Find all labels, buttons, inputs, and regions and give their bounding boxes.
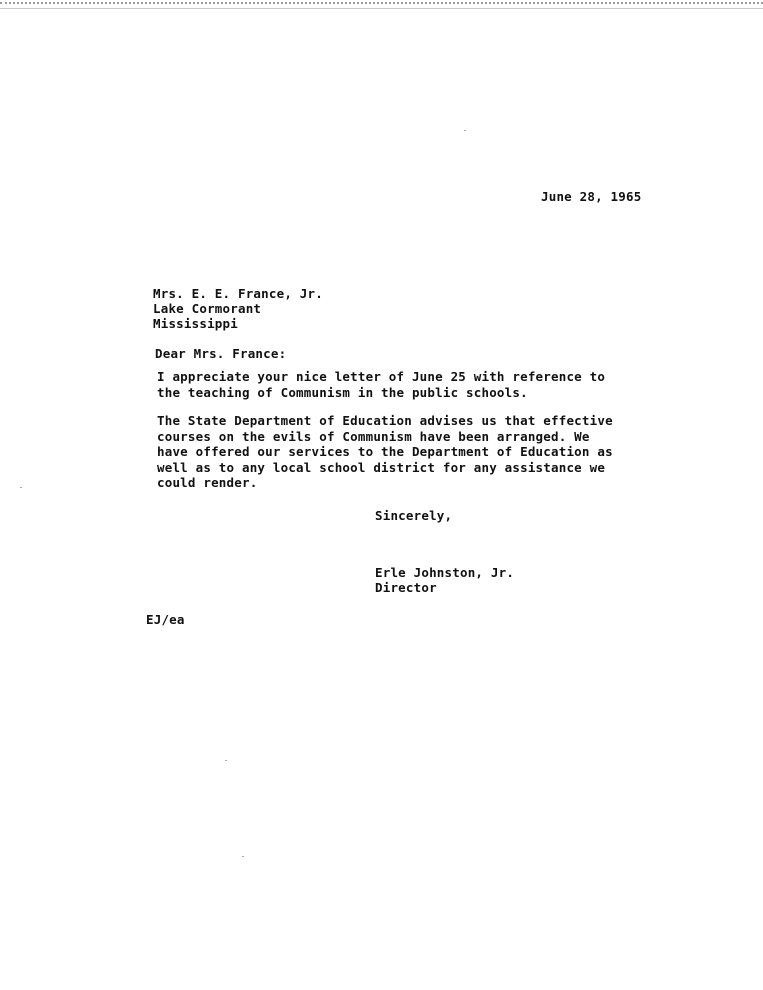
paragraph-2-line: courses on the evils of Communism have been arranged. We: [157, 428, 590, 444]
paragraph-1-line: I appreciate your nice letter of June 25 with reference to: [157, 369, 606, 384]
recipient-name: Mrs. E. E. France, Jr.: [153, 286, 323, 301]
closing: Sincerely,: [375, 508, 453, 523]
reference-initials: EJ/ea: [146, 612, 185, 627]
recipient-state: Mississippi: [153, 316, 238, 331]
paragraph-2-line: well as to any local school district for any assistance we: [157, 459, 606, 475]
paragraph-1-line: the teaching of Communism in the public schools.: [157, 384, 528, 400]
scan-speck: [225, 760, 227, 761]
page-top-edge: [0, 2, 763, 9]
salutation: Dear Mrs. France:: [155, 346, 287, 361]
paragraph-2: [157, 413, 613, 491]
signature-title: Director: [375, 580, 437, 595]
letter-date: June 28, 1965: [541, 189, 642, 204]
signature-name: Erle Johnston, Jr.: [375, 565, 515, 580]
scan-speck: [242, 856, 244, 857]
scan-speck: [464, 130, 466, 131]
recipient-city: Lake Cormorant: [153, 301, 262, 316]
paragraph-2-line: The State Department of Education advises us that effective: [157, 413, 613, 428]
paragraph-2-line: have offered our services to the Department of Education as: [157, 444, 613, 460]
scan-speck: [20, 487, 22, 488]
paragraph-1: [157, 369, 605, 400]
paragraph-2-line: could render.: [157, 475, 258, 491]
